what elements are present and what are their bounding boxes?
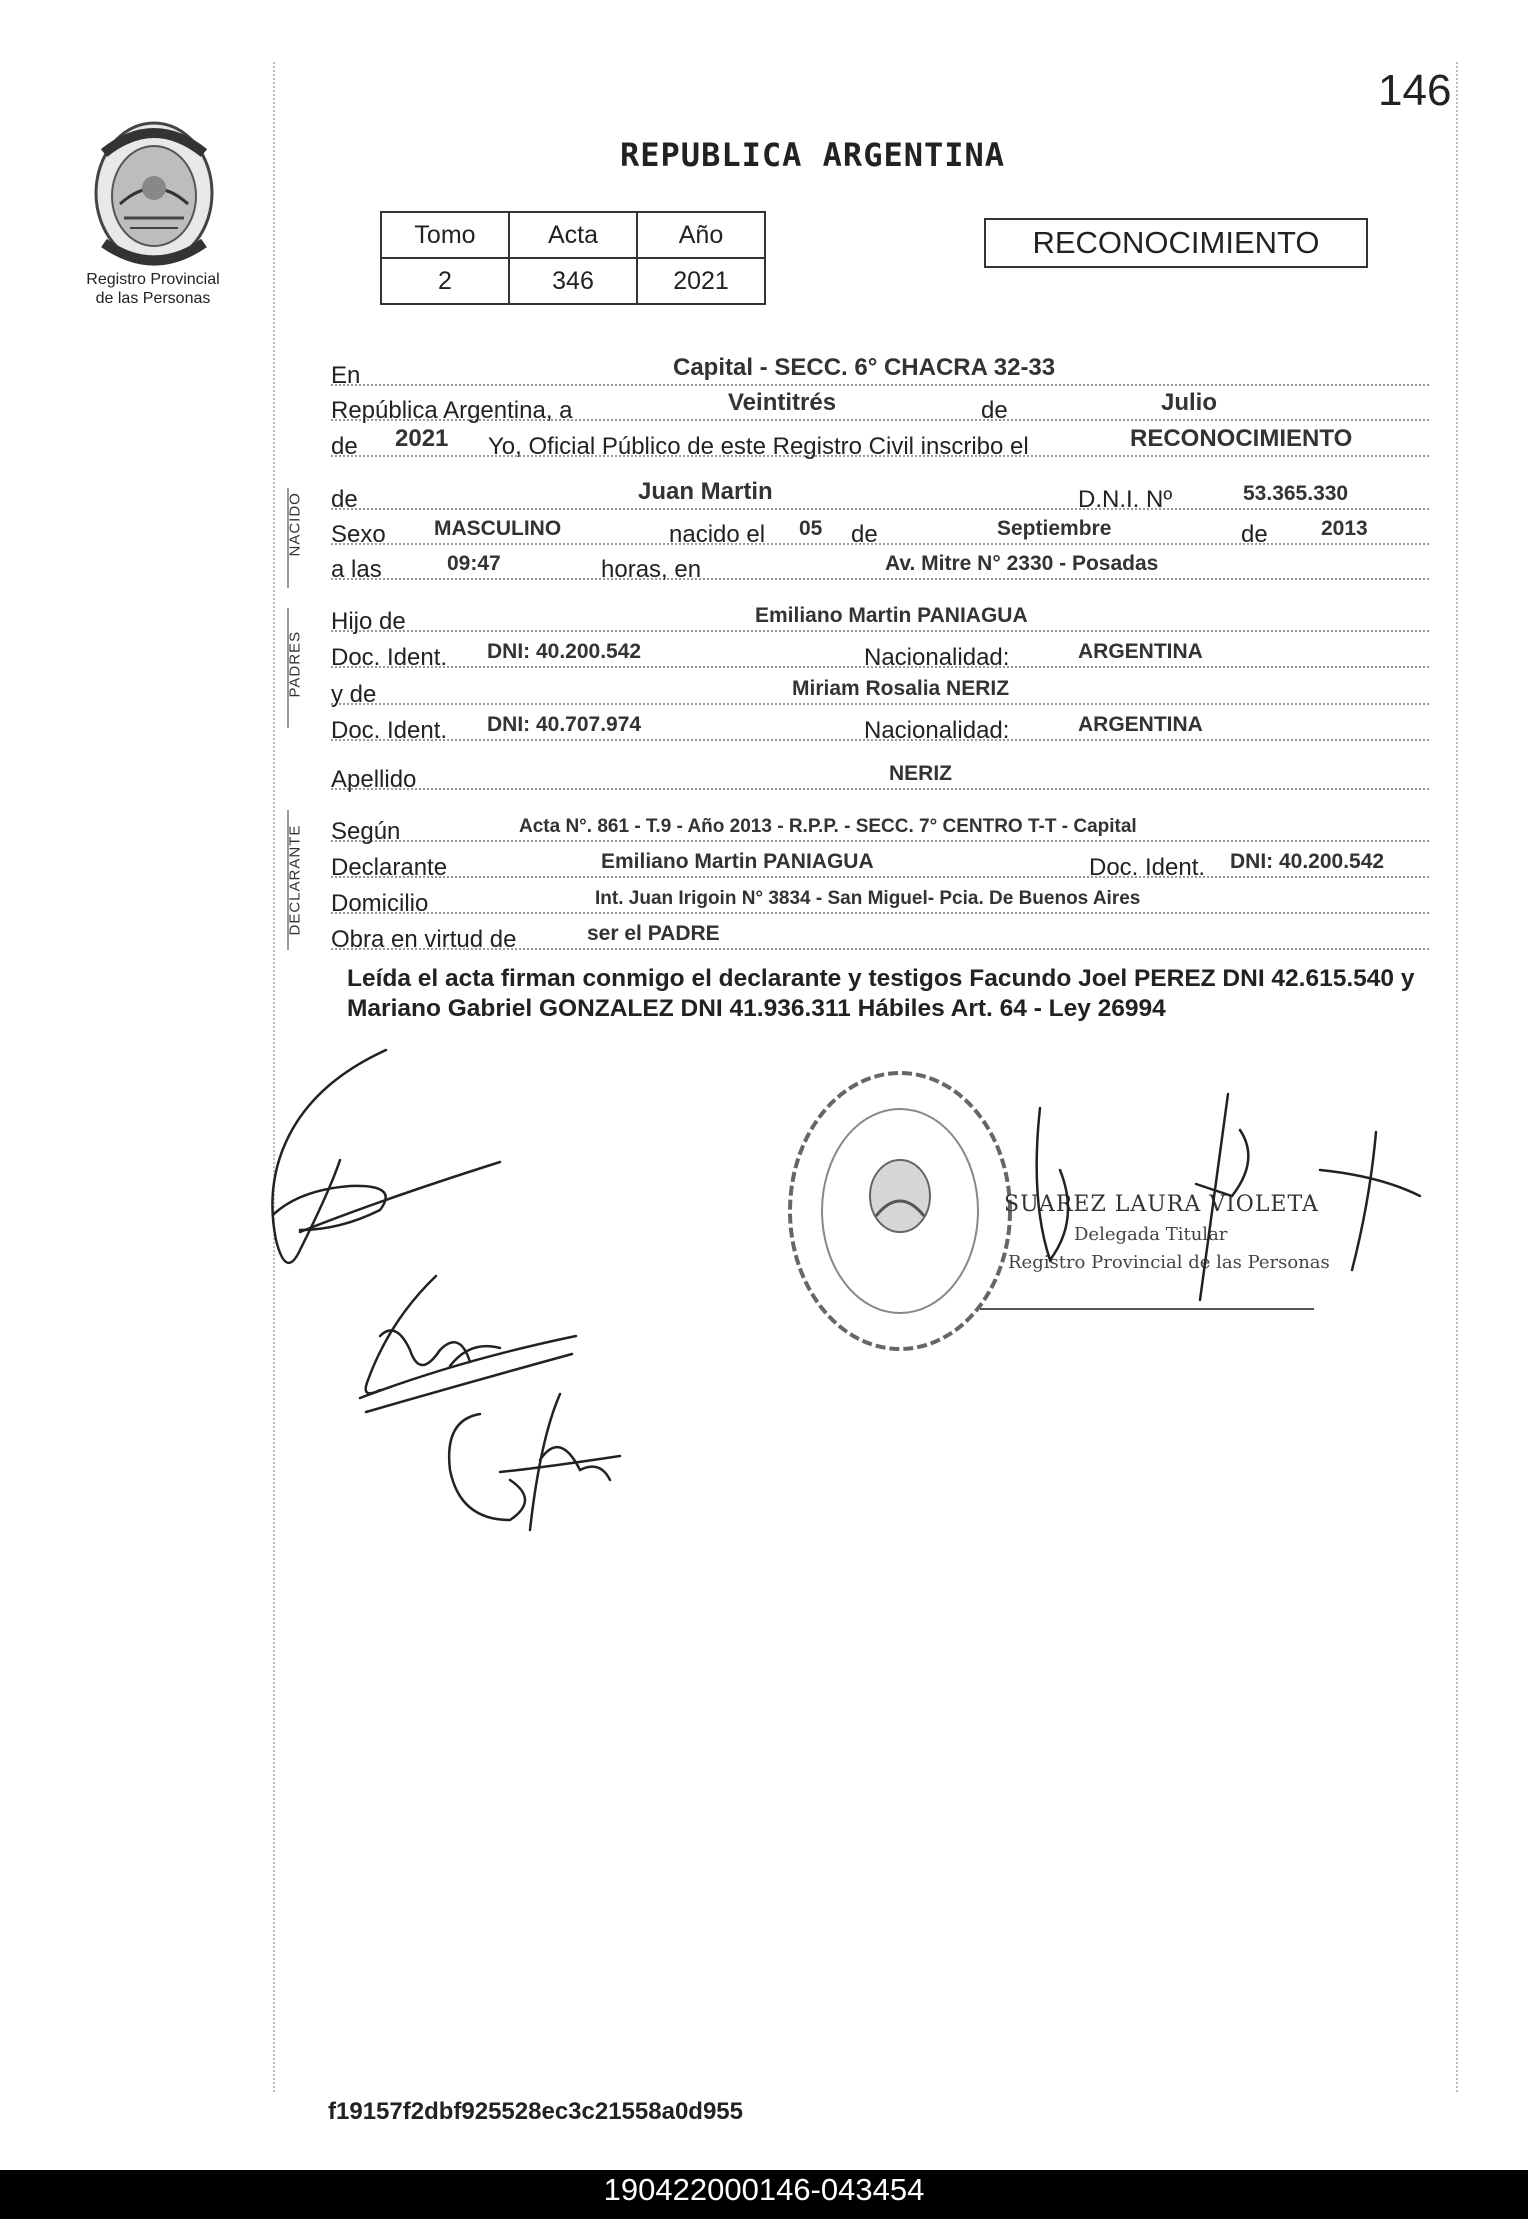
section-label-declarante: DECLARANTE xyxy=(286,824,304,936)
seal-caption-line2: de las Personas xyxy=(95,290,211,307)
value-tomo: 2 xyxy=(381,258,509,304)
value-acta: 346 xyxy=(509,258,637,304)
section-label-padres: PADRES xyxy=(286,630,304,698)
value-sexo: MASCULINO xyxy=(434,517,562,540)
section-label-nacido: NACIDO xyxy=(286,492,304,557)
page-number: 146 xyxy=(1378,66,1452,115)
witness-signature-2 xyxy=(449,1394,620,1530)
label-domicilio: Domicilio xyxy=(331,890,429,917)
value-anio: 2021 xyxy=(395,425,449,452)
header-acta: Acta xyxy=(509,212,637,258)
value-anio: 2021 xyxy=(637,258,765,304)
label-nacionalidad-2: Nacionalidad: xyxy=(864,717,1010,744)
stamp-name: SUAREZ LAURA VIOLETA xyxy=(1004,1192,1319,1217)
value-padre-nac: ARGENTINA xyxy=(1078,640,1203,663)
label-doc-ident-decl: Doc. Ident. xyxy=(1089,854,1206,881)
value-declarante: Emiliano Martin PANIAGUA xyxy=(601,850,874,873)
value-dia: Veintitrés xyxy=(728,389,837,416)
value-domicilio: Int. Juan Irigoin N° 3834 - San Miguel- Pcia. De Buenos Aires xyxy=(595,888,1141,909)
value-obra: ser el PADRE xyxy=(587,922,720,945)
value-nombre: Juan Martin xyxy=(638,478,773,505)
value-declarante-doc: DNI: 40.200.542 xyxy=(1230,850,1385,873)
label-sexo: Sexo xyxy=(331,521,386,548)
value-nac-anio: 2013 xyxy=(1321,517,1368,540)
header-anio: Año xyxy=(637,212,765,258)
official-signature xyxy=(1037,1094,1420,1300)
value-segun: Acta N°. 861 - T.9 - Año 2013 - R.P.P. - SECC. 7° CENTRO T-T - Capital xyxy=(519,816,1137,837)
value-madre: Miriam Rosalia NERIZ xyxy=(792,677,1010,700)
value-mes: Julio xyxy=(1161,389,1218,416)
label-hijo-de: Hijo de xyxy=(331,608,406,635)
value-nac-mes: Septiembre xyxy=(997,517,1112,540)
value-nac-dia: 05 xyxy=(799,517,823,540)
label-oficial: Yo, Oficial Público de este Registro Civil inscribo el xyxy=(488,433,1029,460)
label-obra: Obra en virtud de xyxy=(331,926,517,953)
label-doc-ident-2: Doc. Ident. xyxy=(331,717,448,744)
closing-statement: Leída el acta firman conmigo el declarante y testigos Facundo Joel PEREZ DNI 42.615.540 y Mariano Gabriel GONZALEZ DNI 41.936.311 Hábiles Art. 64 - Ley 26994 xyxy=(347,965,1415,1022)
document-type-box: RECONOCIMIENTO xyxy=(984,218,1368,268)
seal-caption-line1: Registro Provincial xyxy=(86,271,220,288)
label-de-mes-nac: de xyxy=(1241,521,1268,548)
label-a-las: a las xyxy=(331,556,382,583)
value-lugar: Capital - SECC. 6° CHACRA 32-33 xyxy=(673,354,1056,381)
label-de-nombre: de xyxy=(331,486,358,513)
document-title: REPUBLICA ARGENTINA xyxy=(620,136,1006,174)
value-dni: 53.365.330 xyxy=(1243,482,1349,505)
label-en: En xyxy=(331,362,361,389)
stamp-office: Registro Provincial de las Personas xyxy=(1008,1252,1330,1273)
value-madre-nac: ARGENTINA xyxy=(1078,713,1203,736)
value-padre: Emiliano Martin PANIAGUA xyxy=(755,604,1028,627)
label-segun: Según xyxy=(331,818,401,845)
label-de-mes: de xyxy=(981,397,1008,424)
value-acto: RECONOCIMIENTO xyxy=(1130,425,1353,452)
label-nacido-el: nacido el xyxy=(669,521,766,548)
label-republica: República Argentina, a xyxy=(331,397,573,424)
label-nacionalidad-1: Nacionalidad: xyxy=(864,644,1010,671)
label-doc-ident-1: Doc. Ident. xyxy=(331,644,448,671)
value-hora: 09:47 xyxy=(447,552,501,575)
label-de-anio: de xyxy=(331,433,358,460)
label-y-de: y de xyxy=(331,681,377,708)
label-dni: D.N.I. Nº xyxy=(1078,486,1173,513)
document-hash: f19157f2dbf925528ec3c21558a0d955 xyxy=(328,2098,743,2125)
value-madre-doc: DNI: 40.707.974 xyxy=(487,713,642,736)
value-lugar-nac: Av. Mitre N° 2330 - Posadas xyxy=(885,552,1159,575)
label-declarante: Declarante xyxy=(331,854,448,881)
value-padre-doc: DNI: 40.200.542 xyxy=(487,640,642,663)
label-apellido: Apellido xyxy=(331,766,417,793)
witness-signature-1 xyxy=(360,1276,576,1412)
declarant-signature xyxy=(272,1050,500,1263)
value-apellido: NERIZ xyxy=(889,762,952,785)
label-horas-en: horas, en xyxy=(601,556,702,583)
stamp-role: Delegada Titular xyxy=(1074,1224,1228,1245)
header-tomo: Tomo xyxy=(381,212,509,258)
footer-id: 190422000146-043454 xyxy=(603,2172,925,2207)
label-de-dia: de xyxy=(851,521,878,548)
